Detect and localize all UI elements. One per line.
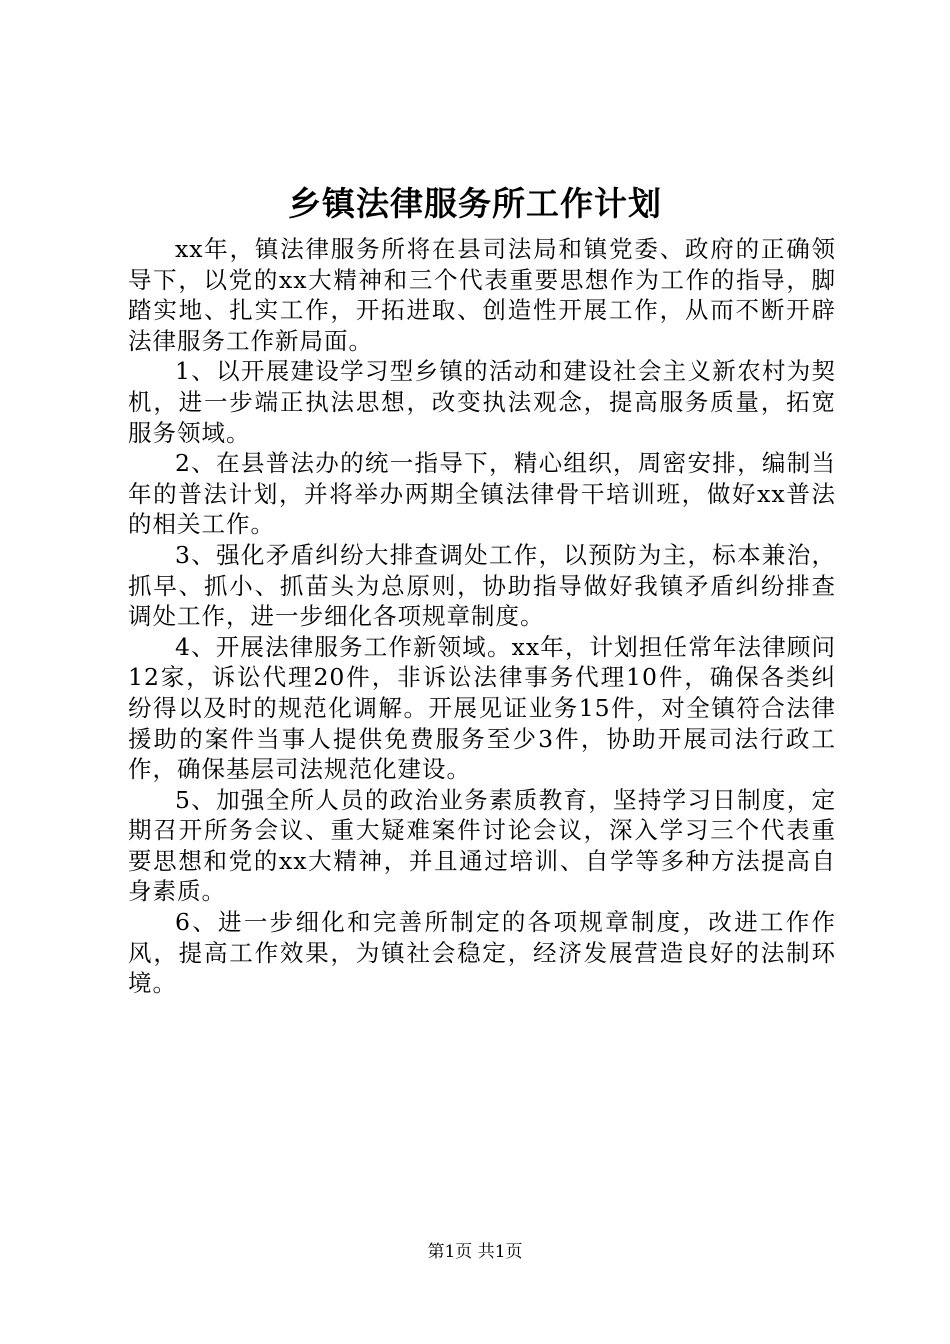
page-footer: 第1页 共1页: [427, 1242, 523, 1262]
document-title: 乡镇法律服务所工作计划: [288, 184, 662, 223]
paragraph-item-6: 6、进一步细化和完善所制定的各项规章制度，改进工作作风，提高工作效果，为镇社会稳定，经济发展营造良好的法制环境。: [128, 908, 836, 998]
document-body: [128, 234, 836, 999]
paragraph-item-5: 5、加强全所人员的政治业务素质教育，坚持学习日制度，定期召开所务会议、重大疑难案件讨论会议，深入学习三个代表重要思想和党的xx大精神，并且通过培训、自学等多种方法提高自身素质。: [128, 785, 836, 906]
paragraph-intro: xx年，镇法律服务所将在县司法局和镇党委、政府的正确领导下，以党的xx大精神和三个代表重要思想作为工作的指导，脚踏实地、扎实工作，开拓进取、创造性开展工作，从而不断开辟法律服务工作新局面。: [128, 235, 836, 355]
paragraph-item-4: 4、开展法律服务工作新领域。xx年，计划担任常年法律顾问12家，诉讼代理20件，非诉讼法律事务代理10件，确保各类纠纷得以及时的规范化调解。开展见证业务15件，对全镇符合法律援助的案件当事人提供免费服务至少3件，协助开展司法行政工作，确保基层司法规范化建设。: [128, 632, 836, 784]
paragraph-item-1: 1、以开展建设学习型乡镇的活动和建设社会主义新农村为契机，进一步端正执法思想，改变执法观念，提高服务质量，拓宽服务领域。: [128, 357, 836, 447]
paragraph-item-3: 3、强化矛盾纠纷大排查调处工作，以预防为主，标本兼治，抓早、抓小、抓苗头为总原则，协助指导做好我镇矛盾纠纷排查调处工作，进一步细化各项规章制度。: [128, 540, 836, 631]
paragraph-item-2: 2、在县普法办的统一指导下，精心组织，周密安排，编制当年的普法计划，并将举办两期全镇法律骨干培训班，做好xx普法的相关工作。: [128, 449, 836, 539]
